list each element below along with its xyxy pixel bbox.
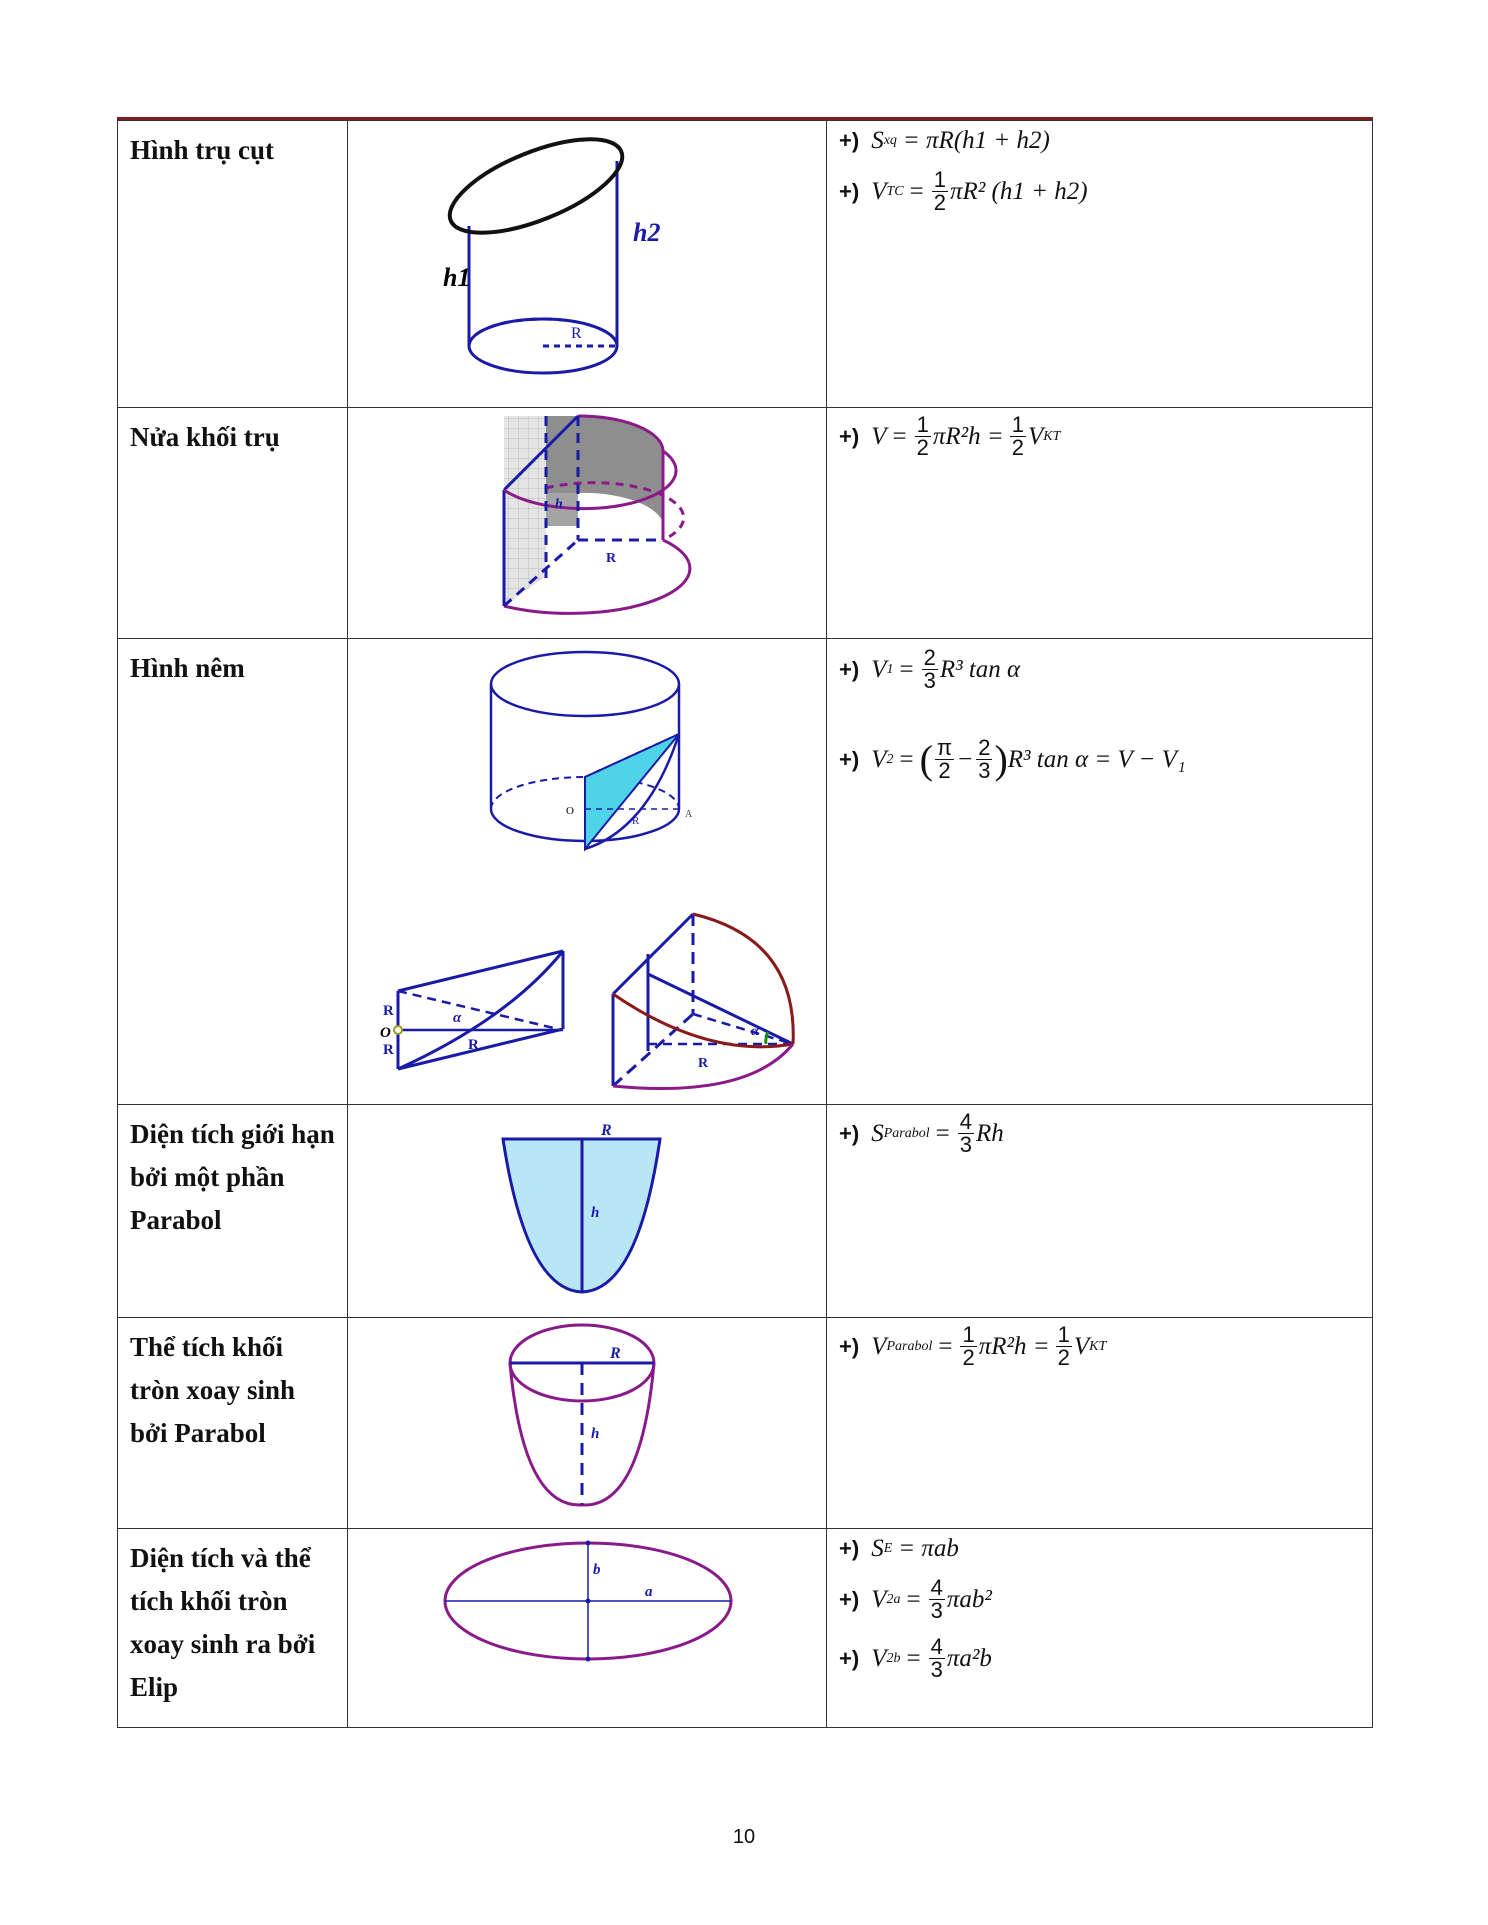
- wedge-figure: [348, 639, 826, 1104]
- formula-volume: +) V TC = $\frac{1}{2}$ πR² (h1 + h2): [839, 167, 1088, 215]
- table-row: [118, 1529, 1373, 1728]
- point-a-label: A: [685, 809, 693, 820]
- radius-label: R: [632, 815, 640, 827]
- table-row: [118, 1318, 1373, 1529]
- table-row: [118, 121, 1373, 408]
- height-label: h: [591, 1205, 600, 1221]
- formula-volume-b: +) V 2b = $\frac{4}{3}$ πa²b: [839, 1634, 992, 1682]
- radius-label: R: [571, 325, 582, 342]
- radius-label: R: [601, 1122, 612, 1139]
- table-row: [118, 639, 1373, 1105]
- ellipse-figure: [348, 1529, 826, 1727]
- svg-text:R: R: [698, 1056, 709, 1071]
- origin-label-2: O: [380, 1025, 391, 1041]
- radius-label: R: [606, 551, 617, 566]
- formula-volume: +) V = $\frac{1}{2}$ πR²h = $\frac{1}{2}$ V KT: [839, 412, 1061, 460]
- svg-text:R: R: [383, 1042, 394, 1058]
- formula-volume-a: +) V 2a = $\frac{4}{3}$ πab²: [839, 1575, 992, 1623]
- height-label: h: [555, 497, 563, 512]
- height-label: h: [591, 1426, 600, 1442]
- h1-label: h1: [443, 263, 471, 292]
- table-row: [118, 1105, 1373, 1318]
- svg-text:α: α: [751, 1024, 759, 1039]
- origin-label: O: [566, 805, 574, 817]
- row-title: Nửa khối trụ: [130, 422, 280, 452]
- formula-v1: +) V 1 = $\frac{2}{3}$ R³ tan α: [839, 645, 1021, 693]
- formula-parabola-area: +) S Parabol = $\frac{4}{3}$ Rh: [839, 1109, 1004, 1157]
- parabola-area-figure: [348, 1105, 826, 1317]
- row-title: Diện tích giới hạn bởi một phần Parabol: [130, 1119, 335, 1235]
- truncated-cylinder-figure: [348, 121, 826, 407]
- page-number: 10: [732, 1826, 756, 1848]
- h2-label: h2: [633, 218, 661, 247]
- a-label: a: [645, 1584, 653, 1600]
- row-title: Thể tích khối tròn xoay sinh bởi Parabol: [130, 1332, 296, 1448]
- formula-paraboloid-volume: +) V Parabol = $\frac{1}{2}$ πR²h = $\frac{1}{2}$ V KT: [839, 1322, 1107, 1370]
- row-title: Diện tích và thể tích khối tròn xoay sinh ra bởi Elip: [130, 1543, 316, 1702]
- paraboloid-figure: [348, 1318, 826, 1528]
- svg-text:R: R: [468, 1037, 479, 1053]
- formula-v2: +) V 2 = ( $\frac{\pi}{2}$ − $\frac{2}{3}$ ) R³ tan α = V − V₁: [839, 735, 1186, 783]
- alpha-label: α: [453, 1010, 462, 1026]
- formula-lateral-area: +) S xq = πR(h1 + h2): [839, 127, 1050, 154]
- row-title: Hình trụ cụt: [130, 135, 275, 165]
- b-label: b: [593, 1562, 601, 1578]
- formula-table: [117, 120, 1373, 1728]
- formula-ellipse-area: +) S E = πab: [839, 1535, 959, 1562]
- table-row: [118, 408, 1373, 639]
- svg-text:R: R: [383, 1003, 394, 1019]
- row-title: Hình nêm: [130, 653, 245, 683]
- radius-label: R: [610, 1345, 621, 1362]
- half-cylinder-figure: [348, 408, 826, 638]
